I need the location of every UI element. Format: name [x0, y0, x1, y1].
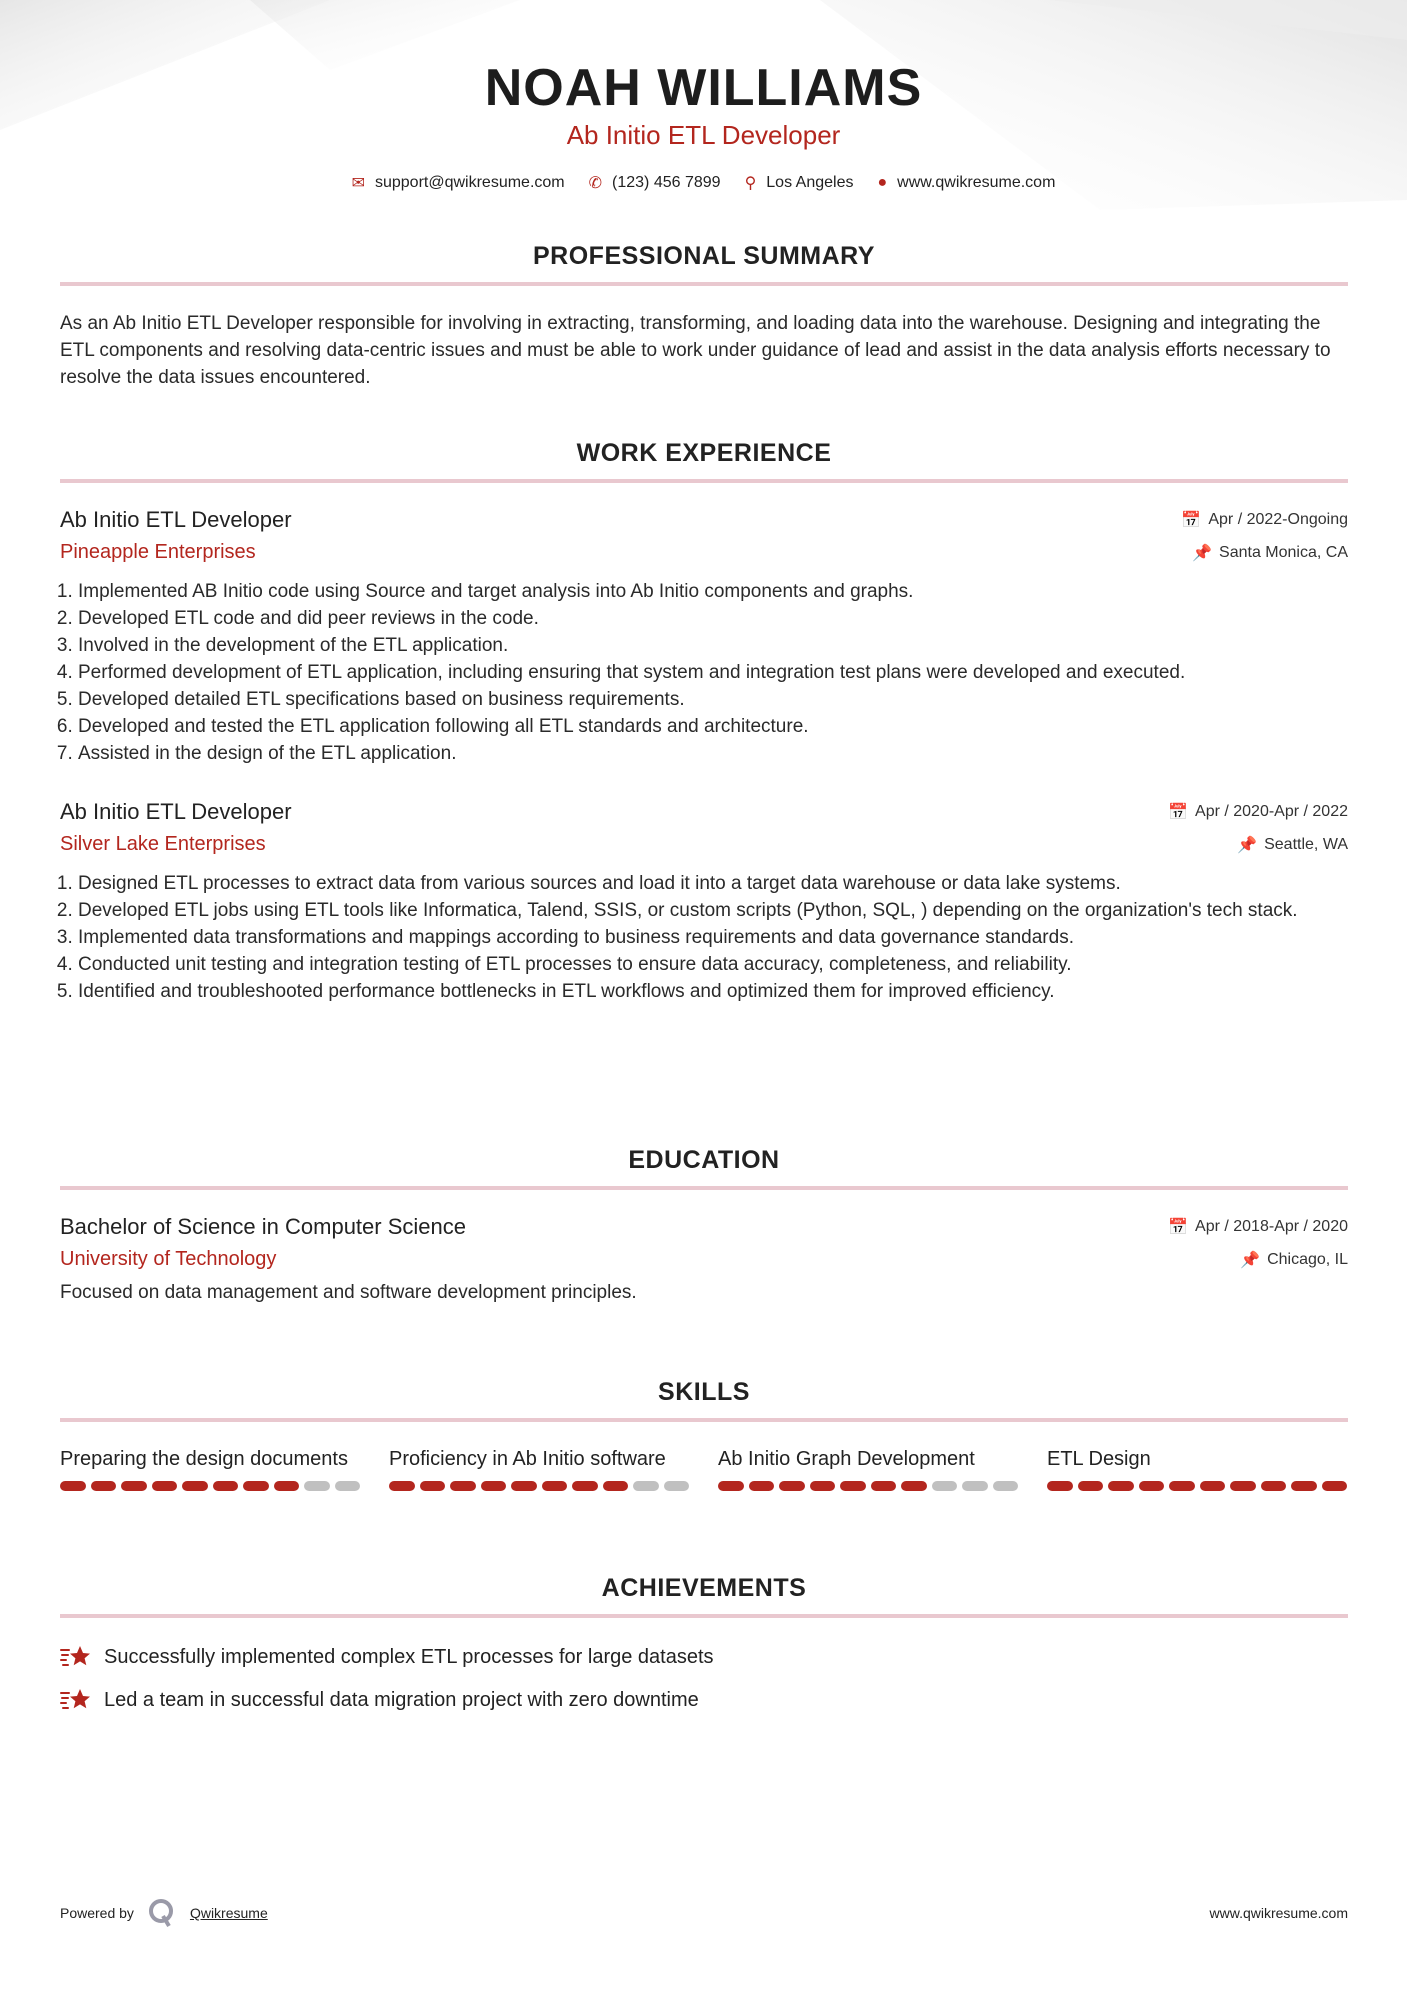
summary-text: As an Ab Initio ETL Developer responsible for involving in extracting, transforming, and loading data into the warehouse. Designing and integrating the ETL components and resolving data-centric issues and must be able to work under guidance of lead and assist in the data analysis efforts necessary to resolve the data issues encountered.	[60, 313, 1331, 388]
skill-dash-filled	[1200, 1481, 1226, 1491]
job-location: Santa Monica, CA	[1219, 543, 1348, 561]
list-item: 4. Conducted unit testing and integration testing of ETL processes to ensure data accuracy, completeness, and reliability.	[78, 951, 1348, 978]
shooting-star-icon	[60, 1644, 92, 1670]
education-dates: Apr / 2018-Apr / 2020	[1195, 1218, 1348, 1235]
skill-dash-filled	[91, 1481, 117, 1491]
shooting-star-icon	[60, 1687, 92, 1713]
contact-phone: (123) 456 7899	[612, 174, 721, 191]
list-item: 4. Performed development of ETL application, including ensuring that system and integration test plans were developed and executed.	[78, 659, 1348, 686]
skill-label: Proficiency in Ab Initio software	[389, 1448, 666, 1470]
skill-label: Preparing the design documents	[60, 1448, 348, 1470]
skill-dash-empty	[335, 1481, 361, 1491]
section-heading: PROFESSIONAL SUMMARY	[533, 242, 875, 270]
list-item: 3. Implemented data transformations and mappings according to business requirements and data governance standards.	[78, 924, 1348, 951]
section-divider	[60, 479, 1348, 483]
achievement-text: Successfully implemented complex ETL processes for large datasets	[104, 1645, 714, 1668]
section-heading: EDUCATION	[628, 1146, 780, 1174]
skill-dash-empty	[993, 1481, 1019, 1491]
list-item: 5. Developed detailed ETL specifications based on business requirements.	[78, 686, 1348, 713]
skill-level-bar	[1047, 1481, 1347, 1491]
powered-by-label: Powered by	[60, 1905, 134, 1921]
summary-section	[60, 241, 1348, 391]
skill-dash-filled	[511, 1481, 537, 1491]
achievement-item	[60, 1644, 1348, 1670]
skill-dash-empty	[932, 1481, 958, 1491]
skill-dash-filled	[603, 1481, 629, 1491]
job-company: Pineapple Enterprises	[60, 541, 256, 563]
section-heading: SKILLS	[658, 1378, 750, 1406]
skill-dash-filled	[749, 1481, 775, 1491]
list-item: 2. Developed ETL code and did peer reviews in the code.	[78, 605, 1348, 632]
skills-section	[60, 1377, 1348, 1491]
calendar-icon: 📅	[1168, 804, 1189, 821]
skill-dash-filled	[1230, 1481, 1256, 1491]
section-divider	[60, 1418, 1348, 1422]
education-location: Chicago, IL	[1267, 1250, 1348, 1268]
list-item: 6. Developed and tested the ETL application following all ETL standards and architecture.	[78, 713, 1348, 740]
skill-level-bar	[389, 1481, 689, 1491]
skill-dash-filled	[572, 1481, 598, 1491]
skill-dash-filled	[1169, 1481, 1195, 1491]
job-dates: Apr / 2020-Apr / 2022	[1195, 803, 1348, 820]
experience-section	[60, 438, 1348, 1005]
skill-dash-filled	[810, 1481, 836, 1491]
education-description: Focused on data management and software development principles.	[60, 1282, 637, 1303]
calendar-icon: 📅	[1168, 1219, 1189, 1236]
list-item: 1. Implemented AB Initio code using Source and target analysis into Ab Initio components and graphs.	[78, 578, 1348, 605]
education-section	[60, 1145, 1348, 1306]
skill-level-bar	[718, 1481, 1018, 1491]
skill-dash-filled	[152, 1481, 178, 1491]
skill-dash-filled	[1291, 1481, 1317, 1491]
list-item: 5. Identified and troubleshooted performance bottlenecks in ETL workflows and optimized them for improved efficiency.	[78, 978, 1348, 1005]
list-item: 2. Developed ETL jobs using ETL tools like Informatica, Talend, SSIS, or custom scripts (Python, SQL, ) depending on the organization's tech stack.	[78, 897, 1348, 924]
skill-dash-filled	[840, 1481, 866, 1491]
skill-dash-filled	[389, 1481, 415, 1491]
section-heading: ACHIEVEMENTS	[601, 1574, 807, 1602]
map-marker-icon: ⚲	[744, 175, 757, 192]
section-heading: WORK EXPERIENCE	[576, 439, 832, 467]
skill-dash-filled	[182, 1481, 208, 1491]
footer	[60, 1898, 1348, 1928]
job-location: Seattle, WA	[1264, 835, 1348, 853]
calendar-icon: 📅	[1181, 512, 1202, 529]
skill-dash-empty	[304, 1481, 330, 1491]
skill-dash-filled	[60, 1481, 86, 1491]
skill-dash-filled	[243, 1481, 269, 1491]
achievement-text: Led a team in successful data migration project with zero downtime	[104, 1688, 699, 1711]
phone-icon: ✆	[588, 175, 603, 192]
contact-website[interactable]: www.qwikresume.com	[897, 174, 1056, 191]
pin-icon: 📌	[1240, 1251, 1261, 1269]
qwikresume-logo-icon	[148, 1898, 176, 1928]
skill-dash-filled	[213, 1481, 239, 1491]
skill-level-bar	[60, 1481, 360, 1491]
skill-dash-filled	[450, 1481, 476, 1491]
envelope-icon: ✉	[351, 175, 365, 192]
skill-dash-filled	[718, 1481, 744, 1491]
skill-dash-filled	[779, 1481, 805, 1491]
skill-item	[60, 1446, 360, 1491]
skill-dash-filled	[542, 1481, 568, 1491]
skill-dash-empty	[664, 1481, 690, 1491]
pin-icon: 📌	[1192, 544, 1213, 562]
job-bullets	[60, 870, 1348, 1005]
contact-email[interactable]: support@qwikresume.com	[374, 174, 565, 191]
section-divider	[60, 1614, 1348, 1618]
skill-item	[1047, 1446, 1347, 1491]
achievements-section	[60, 1573, 1348, 1730]
skill-dash-filled	[274, 1481, 300, 1491]
job-title: Ab Initio ETL Developer	[60, 507, 292, 532]
skill-dash-filled	[1322, 1481, 1348, 1491]
skill-dash-filled	[1078, 1481, 1104, 1491]
contact-location: Los Angeles	[766, 174, 854, 191]
skill-item	[718, 1446, 1018, 1491]
pin-icon: 📌	[1237, 836, 1258, 854]
skill-dash-filled	[1047, 1481, 1073, 1491]
skill-dash-filled	[1139, 1481, 1165, 1491]
skill-dash-filled	[901, 1481, 927, 1491]
job-bullets	[60, 578, 1348, 767]
qwikresume-link[interactable]: Qwikresume	[189, 1905, 268, 1921]
job-company: Silver Lake Enterprises	[60, 833, 266, 855]
contact-bar	[0, 173, 1407, 193]
section-divider	[60, 1186, 1348, 1190]
job-entry	[60, 799, 1348, 1005]
skill-label: Ab Initio Graph Development	[718, 1448, 975, 1470]
job-dates: Apr / 2022-Ongoing	[1208, 511, 1348, 528]
skill-dash-filled	[1261, 1481, 1287, 1491]
skill-dash-filled	[420, 1481, 446, 1491]
degree: Bachelor of Science in Computer Science	[60, 1214, 466, 1239]
achievement-item	[60, 1687, 1348, 1713]
skill-dash-filled	[481, 1481, 507, 1491]
list-item: 3. Involved in the development of the ETL application.	[78, 632, 1348, 659]
candidate-title: Ab Initio ETL Developer	[566, 120, 841, 150]
skill-dash-empty	[633, 1481, 659, 1491]
skill-item	[389, 1446, 689, 1491]
section-divider	[60, 282, 1348, 286]
skill-dash-filled	[1108, 1481, 1134, 1491]
candidate-name: NOAH WILLIAMS	[484, 59, 923, 117]
skill-dash-filled	[121, 1481, 147, 1491]
school: University of Technology	[60, 1248, 277, 1270]
skill-label: ETL Design	[1047, 1448, 1151, 1470]
skill-dash-empty	[962, 1481, 988, 1491]
footer-website[interactable]: www.qwikresume.com	[1209, 1905, 1348, 1921]
list-item: 7. Assisted in the design of the ETL application.	[78, 740, 1348, 767]
job-title: Ab Initio ETL Developer	[60, 799, 292, 824]
job-entry	[60, 507, 1348, 767]
globe-icon: ●	[877, 174, 888, 191]
skill-dash-filled	[871, 1481, 897, 1491]
list-item: 1. Designed ETL processes to extract data from various sources and load it into a target data warehouse or data lake systems.	[78, 870, 1348, 897]
